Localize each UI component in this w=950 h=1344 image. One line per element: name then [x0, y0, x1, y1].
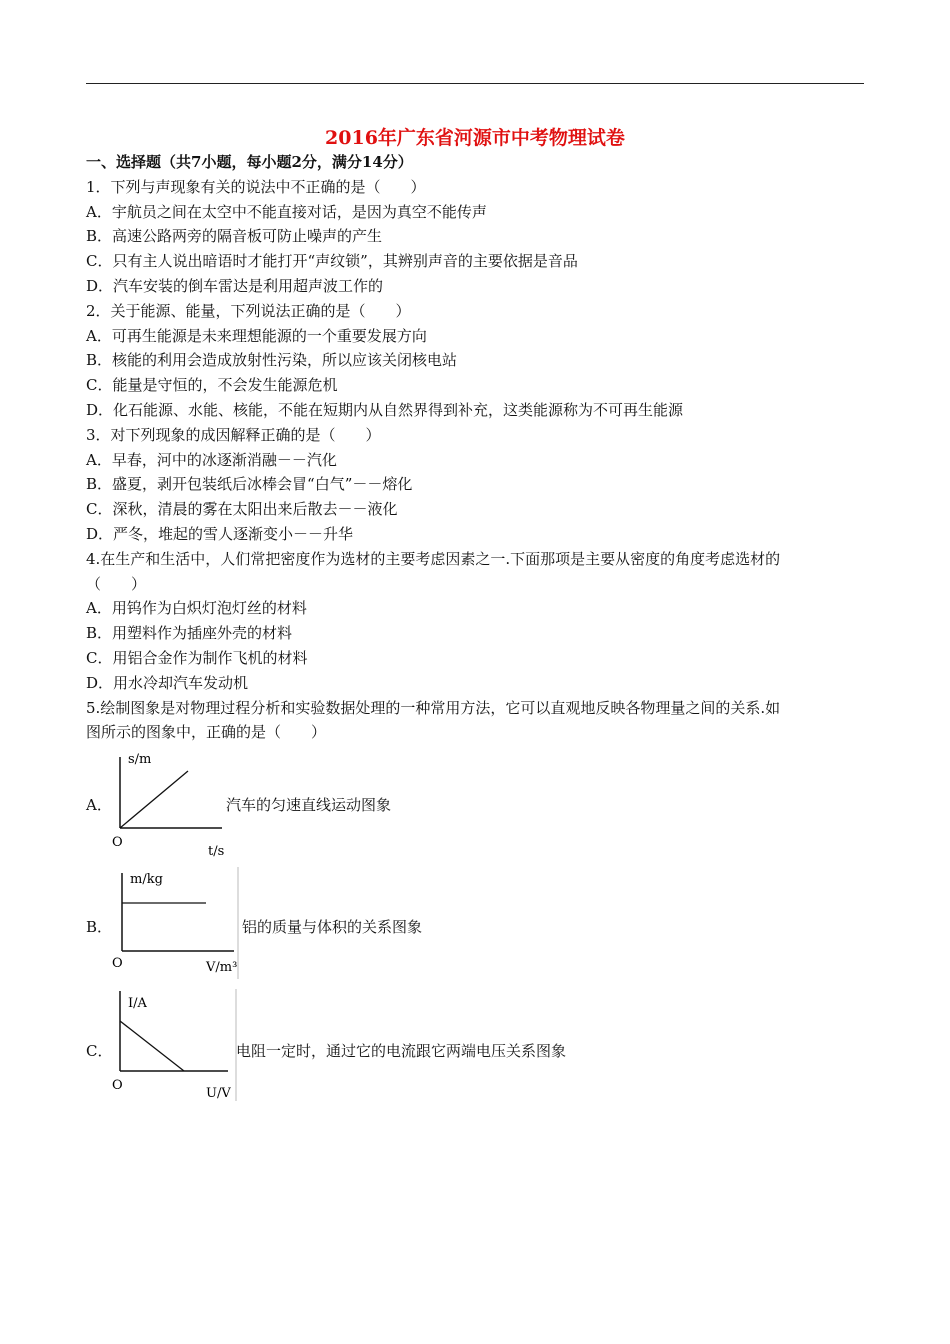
- m-v-ylabel: m/kg: [130, 872, 163, 888]
- q5-option-b-label: B．: [86, 918, 113, 937]
- q5-option-b-caption: 铝的质量与体积的关系图象: [242, 918, 423, 937]
- i-u-xlabel: U/V: [206, 1086, 231, 1102]
- m-v-origin: O: [112, 956, 123, 972]
- q3-option-b: B．盛夏，剥开包装纸后冰棒会冒“白气”－－熔化: [86, 475, 413, 494]
- question-3: 3．对下列现象的成因解释正确的是（ ）: [86, 425, 381, 444]
- q5-option-c: [86, 987, 866, 1107]
- q5-option-b: [86, 863, 866, 987]
- q4-option-c: C．用铝合金作为制作飞机的材料: [86, 648, 308, 667]
- q5-option-a-caption: 汽车的匀速直线运动图象: [226, 796, 392, 815]
- q2-option-c: C．能量是守恒的，不会发生能源危机: [86, 376, 338, 395]
- s-t-origin: O: [112, 835, 123, 851]
- q4-option-d: D．用水冷却汽车发动机: [86, 673, 249, 692]
- q4-option-b: B．用塑料作为插座外壳的材料: [86, 624, 293, 643]
- q5-option-a: [86, 745, 866, 863]
- q1-option-d: D．汽车安装的倒车雷达是利用超声波工作的: [86, 276, 384, 295]
- q2-option-a: A．可再生能源是未来理想能源的一个重要发展方向: [86, 326, 427, 345]
- page-title: 2016年广东省河源市中考物理试卷: [325, 127, 625, 149]
- q1-option-c: C．只有主人说出暗语时才能打开“声纹锁”，其辨别声音的主要依据是音品: [86, 252, 578, 271]
- s-t-xlabel: t/s: [208, 844, 225, 860]
- s-t-ylabel: s/m: [128, 752, 152, 768]
- q3-option-c: C．深秋，清晨的雾在太阳出来后散去－－液化: [86, 500, 398, 519]
- m-v-xlabel: V/m³: [206, 960, 238, 976]
- q3-option-a: A．早春，河中的冰逐渐消融－－汽化: [86, 450, 337, 469]
- q3-option-d: D．严冬，堆起的雪人逐渐变小－－升华: [86, 524, 354, 543]
- question-4-bracket: （ ）: [86, 574, 147, 593]
- s-t-graph: [104, 749, 229, 861]
- q1-option-b: B．高速公路两旁的隔音板可防止噪声的产生: [86, 227, 383, 246]
- question-5-cont: 图所示的图象中，正确的是（ ）: [86, 723, 327, 742]
- question-2: 2．关于能源、能量，下列说法正确的是（ ）: [86, 301, 411, 320]
- q5-option-c-label: C．: [86, 1042, 113, 1061]
- q1-option-a: A．宇航员之间在太空中不能直接对话，是因为真空不能传声: [86, 202, 487, 221]
- i-u-origin: O: [112, 1078, 123, 1094]
- question-1: 1．下列与声现象有关的说法中不正确的是（ ）: [86, 177, 426, 196]
- exam-content: [86, 150, 866, 1107]
- q5-option-c-caption: 电阻一定时，通过它的电流跟它两端电压关系图象: [236, 1042, 567, 1061]
- i-u-ylabel: I/A: [128, 996, 147, 1012]
- m-v-graph: [110, 865, 242, 981]
- q4-option-a: A．用钨作为白炽灯泡灯丝的材料: [86, 599, 307, 618]
- section-heading: 一、选择题（共7小题，每小题2分，满分14分）: [86, 153, 413, 171]
- i-u-graph: [110, 987, 242, 1103]
- header-rule: [86, 83, 864, 84]
- question-4: 4.在生产和生活中，人们常把密度作为选材的主要考虑因素之一.下面那项是主要从密度的角度考虑选材的: [86, 549, 781, 568]
- q5-option-a-label: A．: [86, 796, 112, 815]
- question-5: 5.绘制图象是对物理过程分析和实验数据处理的一种常用方法，它可以直观地反映各物理量之间的关系.如: [86, 698, 781, 717]
- q2-option-b: B．核能的利用会造成放射性污染，所以应该关闭核电站: [86, 351, 458, 370]
- q2-option-d: D．化石能源、水能、核能，不能在短期内从自然界得到补充，这类能源称为不可再生能源: [86, 400, 684, 419]
